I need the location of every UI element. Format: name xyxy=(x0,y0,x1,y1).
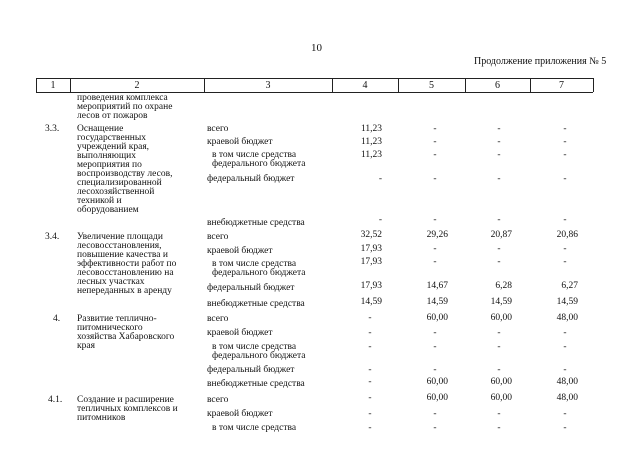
value-cell: 11,23 xyxy=(360,137,382,147)
column-header: 4 xyxy=(362,80,368,91)
row-number: 4.1. xyxy=(48,395,63,405)
value-cell: - xyxy=(368,328,372,338)
value-cell: - xyxy=(433,409,437,419)
row-name-line: воспроизводству лесов, xyxy=(77,169,173,179)
value-cell: 60,00 xyxy=(490,313,512,323)
value-cell: - xyxy=(497,215,501,225)
funding-source: внебюджетные средства xyxy=(207,218,305,228)
value-cell: - xyxy=(433,365,437,375)
value-cell: - xyxy=(497,409,501,419)
funding-source: внебюджетные средства xyxy=(207,379,305,389)
value-cell: - xyxy=(378,215,382,225)
funding-source: всего xyxy=(207,314,229,324)
column-header: 7 xyxy=(559,80,564,91)
funding-source: всего xyxy=(207,124,229,134)
value-cell: 6,27 xyxy=(561,281,578,291)
value-cell: - xyxy=(368,409,372,419)
value-cell: 48,00 xyxy=(556,313,578,323)
value-cell: - xyxy=(563,215,567,225)
row-name-line: учреждений края, xyxy=(77,142,150,152)
funding-source: федеральный бюджет xyxy=(207,174,295,184)
row-name-line: выполняющих xyxy=(77,151,137,161)
funding-source: федерального бюджета xyxy=(212,351,306,361)
value-cell: - xyxy=(368,365,372,375)
row-name-line: лесохозяйственной xyxy=(77,187,155,197)
value-cell: - xyxy=(563,365,567,375)
funding-source: в том числе средства xyxy=(212,342,297,352)
header-top-border xyxy=(36,78,593,79)
value-cell: 48,00 xyxy=(556,377,578,387)
value-cell: - xyxy=(497,174,501,184)
funding-source: всего xyxy=(207,232,229,242)
value-cell: - xyxy=(497,342,501,352)
value-cell: - xyxy=(433,150,437,160)
value-cell: - xyxy=(497,137,501,147)
row-name-line: Оснащение xyxy=(77,124,124,134)
value-cell: - xyxy=(368,393,372,403)
value-cell: - xyxy=(433,423,437,433)
row-name-line: непереданных в аренду xyxy=(77,286,172,296)
value-cell: 14,59 xyxy=(426,297,448,307)
row-name-line: края xyxy=(77,341,95,351)
funding-source: краевой бюджет xyxy=(207,328,273,338)
value-cell: - xyxy=(563,124,567,134)
value-cell: 17,93 xyxy=(360,244,382,254)
funding-source: в том числе средства xyxy=(212,259,297,269)
value-cell: 60,00 xyxy=(490,377,512,387)
funding-source: в том числе средства xyxy=(212,150,297,160)
column-divider xyxy=(593,78,594,92)
value-cell: - xyxy=(433,137,437,147)
value-cell: 14,67 xyxy=(426,281,448,291)
row-name-line: Увеличение площади xyxy=(77,232,163,242)
value-cell: - xyxy=(433,244,437,254)
value-cell: - xyxy=(497,150,501,160)
funding-source: в том числе средства xyxy=(212,423,297,433)
value-cell: 60,00 xyxy=(426,377,448,387)
appendix-note: Продолжение приложения № 5 xyxy=(474,56,607,67)
funding-source: всего xyxy=(207,395,229,405)
value-cell: - xyxy=(433,328,437,338)
value-cell: 17,93 xyxy=(360,281,382,291)
column-header: 2 xyxy=(134,80,140,91)
value-cell: - xyxy=(497,328,501,338)
value-cell: - xyxy=(497,423,501,433)
value-cell: 60,00 xyxy=(490,393,512,403)
value-cell: - xyxy=(497,365,501,375)
value-cell: 20,87 xyxy=(490,230,512,240)
value-cell: - xyxy=(368,377,372,387)
row-name-line: государственных xyxy=(77,133,147,143)
continuation-line: мероприятий по охране xyxy=(77,102,173,112)
value-cell: 60,00 xyxy=(426,393,448,403)
row-name-line: питомнического xyxy=(77,323,143,333)
funding-source: федеральный бюджет xyxy=(207,365,295,375)
funding-source: федеральный бюджет xyxy=(207,283,295,293)
column-header: 5 xyxy=(429,80,434,91)
value-cell: - xyxy=(563,257,567,267)
value-cell: - xyxy=(433,215,437,225)
value-cell: - xyxy=(497,244,501,254)
row-name-line: техникой и xyxy=(77,196,122,206)
row-name-line: лесовосстановления, xyxy=(77,241,162,251)
row-name-line: тепличных комплексов и xyxy=(77,404,178,414)
row-number: 4. xyxy=(53,314,61,324)
row-name-line: оборудованием xyxy=(77,205,139,215)
value-cell: - xyxy=(368,342,372,352)
value-cell: - xyxy=(563,137,567,147)
value-cell: - xyxy=(563,150,567,160)
value-cell: 6,28 xyxy=(495,281,512,291)
value-cell: 14,59 xyxy=(360,297,382,307)
value-cell: - xyxy=(563,244,567,254)
value-cell: - xyxy=(368,423,372,433)
value-cell: - xyxy=(497,124,501,134)
column-header: 1 xyxy=(50,80,56,91)
funding-source: внебюджетные средства xyxy=(207,299,305,309)
row-name-line: специализированной xyxy=(77,178,162,188)
row-name-line: лесных участках xyxy=(77,277,145,287)
row-name-line: Развитие теплично- xyxy=(77,314,157,324)
row-number: 3.4. xyxy=(45,232,60,242)
funding-source: федерального бюджета xyxy=(212,159,306,169)
continuation-line: проведения комплекса xyxy=(77,93,168,103)
value-cell: 17,93 xyxy=(360,257,382,267)
value-cell: - xyxy=(433,342,437,352)
value-cell: 11,23 xyxy=(360,124,382,134)
value-cell: 20,86 xyxy=(556,230,578,240)
value-cell: 29,26 xyxy=(426,230,448,240)
value-cell: - xyxy=(563,423,567,433)
value-cell: 48,00 xyxy=(556,393,578,403)
value-cell: - xyxy=(563,342,567,352)
value-cell: 60,00 xyxy=(426,313,448,323)
value-cell: - xyxy=(378,174,382,184)
row-name-line: питомников xyxy=(77,413,126,423)
funding-source: краевой бюджет xyxy=(207,409,273,419)
value-cell: 32,52 xyxy=(360,230,382,240)
continuation-line: лесов от пожаров xyxy=(77,111,148,121)
value-cell: - xyxy=(433,257,437,267)
row-name-line: мероприятия по xyxy=(77,160,142,170)
row-name-line: лесовосстановлению на xyxy=(77,268,174,278)
page-number: 10 xyxy=(311,42,322,54)
value-cell: - xyxy=(563,409,567,419)
row-name-line: эффективности работ по xyxy=(77,259,177,269)
value-cell: 11,23 xyxy=(360,150,382,160)
funding-source: федерального бюджета xyxy=(212,268,306,278)
value-cell: - xyxy=(368,313,372,323)
column-header: 3 xyxy=(265,80,271,91)
value-cell: - xyxy=(433,124,437,134)
value-cell: - xyxy=(433,174,437,184)
value-cell: - xyxy=(563,328,567,338)
value-cell: 14,59 xyxy=(490,297,512,307)
value-cell: - xyxy=(497,257,501,267)
row-name-line: хозяйства Хабаровского xyxy=(77,332,175,342)
funding-source: краевой бюджет xyxy=(207,137,273,147)
row-name-line: повышение качества и xyxy=(77,250,168,260)
value-cell: - xyxy=(563,174,567,184)
funding-source: краевой бюджет xyxy=(207,246,273,256)
column-header: 6 xyxy=(495,80,500,91)
row-name-line: Создание и расширение xyxy=(77,395,174,405)
row-number: 3.3. xyxy=(45,124,60,134)
value-cell: 14,59 xyxy=(556,297,578,307)
